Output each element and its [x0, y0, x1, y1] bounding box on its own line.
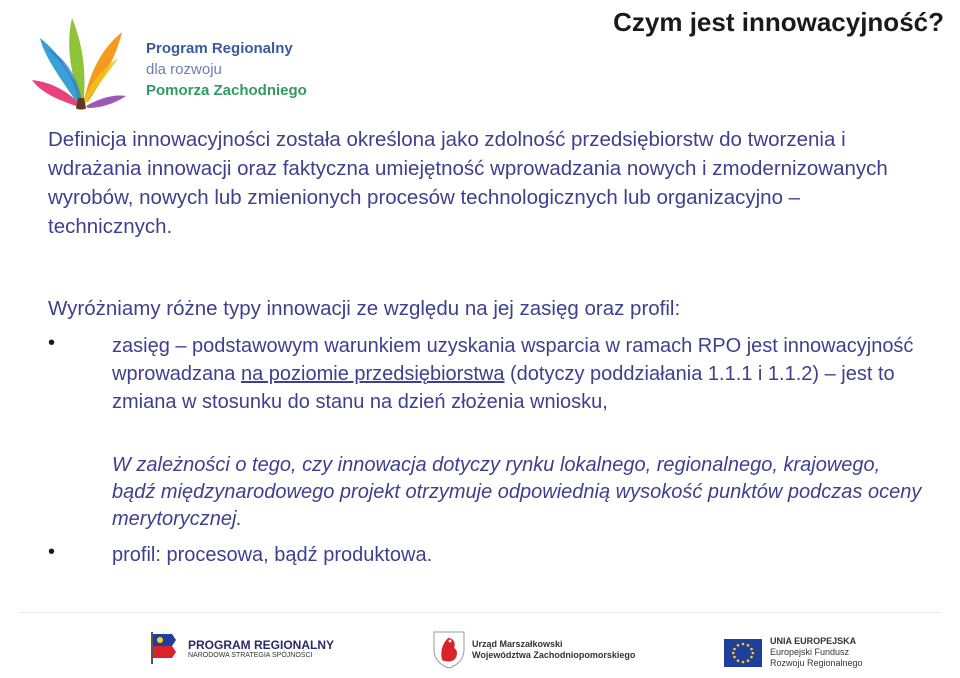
footer-logo3-line-2: Europejski Fundusz	[770, 647, 850, 657]
slide-title: Czym jest innowacyjność?	[613, 7, 944, 37]
innovation-types-intro: Wyróżniamy różne typy innowacji ze względu na jej zasięg oraz profil:	[48, 297, 681, 320]
footer-logo-urzad-marszalkowski	[432, 630, 635, 670]
bullet-scope-underlined: na poziomie przedsiębiorstwa	[240, 363, 505, 385]
program-regionalny-logo-icon	[30, 8, 128, 114]
footer-logo1-title: PROGRAM REGIONALNY	[188, 637, 335, 652]
scope-note-italic: W zależności o tego, czy innowacja dotyczy rynku lokalnego, regionalnego, krajowego, bądź międzynarodowego projekt otrzymuje odpowiednią wysokość punktów podczas oceny merytorycznej.	[112, 454, 922, 530]
footer-logo3-line-1: UNIA EUROPEJSKA	[770, 636, 857, 646]
eu-flag-icon	[724, 639, 762, 667]
footer-logo3-line-3: Rozwoju Regionalnego	[770, 658, 863, 668]
logo-line-1: Program Regionalny	[146, 40, 293, 57]
bullet-scope-text-end: (dotyczy poddziałania 1.1.1 i 1.1.2) – jest to zmiana w stosunku do stanu na dzień złożenia wniosku,	[112, 363, 895, 413]
griffin-coat-of-arms-icon	[432, 630, 466, 670]
footer-logo2-line-1: Urząd Marszałkowski	[472, 639, 563, 649]
bullet-marker: •	[48, 541, 56, 563]
bullet-scope-text: zasięg – podstawowym warunkiem uzyskania wsparcia w ramach RPO jest innowacyjność wprowadzana	[112, 335, 914, 385]
bullet-profile: profil: procesowa, bądź produktowa.	[112, 544, 433, 566]
bullet-scope	[112, 332, 924, 416]
program-regionalny-logo-text	[146, 38, 307, 101]
logo-line-2: dla rozwoju	[146, 61, 222, 78]
footer-divider	[20, 612, 940, 613]
nss-flag-icon	[150, 630, 180, 666]
footer-logo1-subtitle: NARODOWA STRATEGIA SPÓJNOŚCI	[188, 651, 313, 659]
footer-logo2-line-2: Województwa Zachodniopomorskiego	[472, 650, 636, 660]
logo-line-3: Pomorza Zachodniego	[146, 82, 307, 99]
bullet-marker: •	[48, 332, 56, 354]
definition-paragraph: Definicja innowacyjności została określona jako zdolność przedsiębiorstw do tworzenia i wdrażania innowacji oraz faktyczna umiejętność wprowadzania nowych i zmodernizowanych wyrobów, nowych lub zmienionych procesów technologicznych lub organizacyjno – technicznych.	[48, 128, 888, 238]
footer-logo-eu	[724, 636, 863, 669]
footer-logo-program-regionalny	[150, 630, 334, 666]
